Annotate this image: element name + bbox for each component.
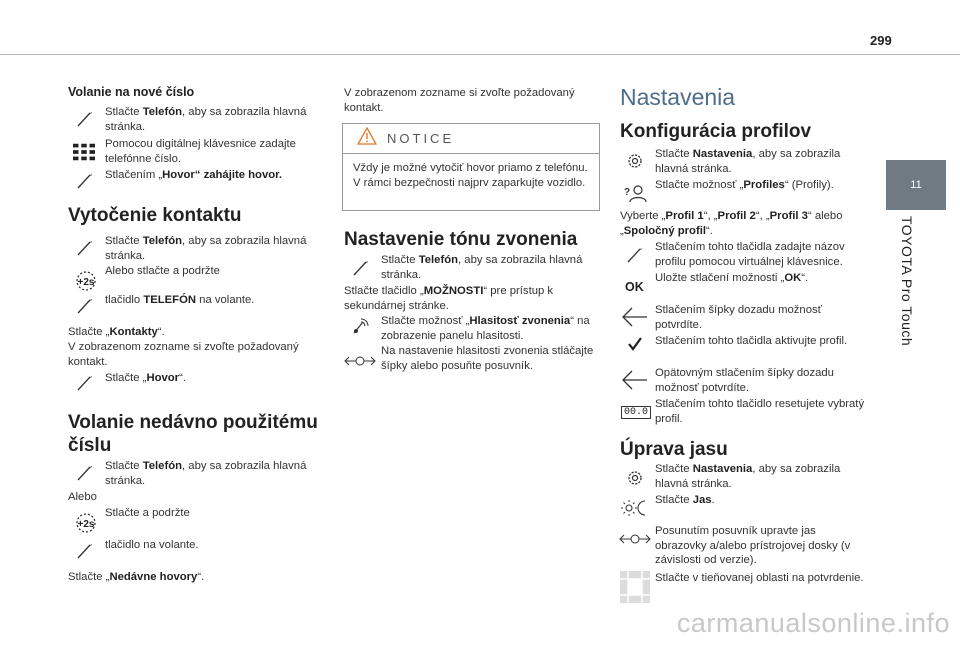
- pencil-icon: [350, 257, 372, 279]
- pencil-icon: [74, 170, 96, 192]
- slider-arrows-icon: [619, 528, 651, 550]
- slider-arrows-icon: [344, 350, 376, 372]
- step-call-2: Stlačte „Hovor“.: [105, 372, 186, 384]
- ok-icon: OK: [625, 280, 644, 294]
- notice-box: [342, 123, 600, 211]
- step-keypad: Pomocou digitálnej klávesnice zadajte telefónne číslo.: [105, 138, 296, 165]
- keypad-icon: [73, 141, 95, 163]
- step-press-phone-2: Stlačte Telefón, aby sa zobrazila hlavná stránka.: [105, 235, 307, 262]
- step-steering-button: tlačidlo na volante.: [105, 539, 199, 551]
- watermark: carmanualsonline.info: [676, 608, 950, 638]
- step-press-settings-2: Stlačte Nastavenia, aby sa zobrazila hlavná stránka.: [655, 463, 841, 490]
- page-number: 299: [870, 33, 892, 48]
- svg-text:+2s: +2s: [77, 277, 95, 288]
- chapter-number: 11: [910, 178, 922, 191]
- step-steering-phone: tlačidlo TELEFÓN na volante.: [105, 294, 255, 306]
- step-or: Alebo: [68, 491, 97, 503]
- warning-icon: [357, 127, 377, 150]
- notice-text: Vždy je možné vytočiť hovor priamo z telefónu. V rámci bezpečnosti najprv zaparkujte vozidlo.: [353, 162, 588, 189]
- step-adjust-volume: Na nastavenie hlasitosti zvonenia stláčajte šípky alebo posuňte posuvník.: [381, 345, 594, 372]
- pencil-icon: [624, 244, 646, 266]
- gear-icon: [624, 150, 646, 172]
- intro-select-contact: V zobrazenom zozname si zvoľte požadovaný kontakt.: [344, 87, 575, 114]
- step-press-phone: Stlačte Telefón, aby sa zobrazila hlavná stránka.: [105, 106, 307, 133]
- gear-icon: [624, 467, 646, 489]
- svg-text:+2s: +2s: [77, 519, 95, 530]
- section-title-ringtone: Nastavenie tónu zvonenia: [344, 229, 578, 250]
- profiles-icon: [621, 182, 649, 204]
- section-title-brightness: Úprava jasu: [620, 439, 728, 460]
- step-reset-profile: Stlačením tohto tlačidlo resetujete vybratý profil.: [655, 398, 865, 425]
- hold-2s-icon: [72, 512, 100, 534]
- step-options: Stlačte tlačidlo „MOŽNOSTI“ pre prístup k sekundárnej stránke.: [344, 285, 554, 312]
- step-or-hold: Alebo stlačte a podržte: [105, 265, 220, 277]
- section-title-recent-2: číslu: [68, 435, 112, 456]
- step-press-phone-4: Stlačte Telefón, aby sa zobrazila hlavná stránka.: [381, 254, 583, 281]
- step-back-confirm-2: Opätovným stlačením šípky dozadu možnosť potvrdíte.: [655, 367, 834, 394]
- back-arrow-icon: [621, 306, 649, 328]
- brightness-icon: [620, 497, 650, 519]
- hold-2s-icon: [72, 270, 100, 292]
- reset-icon: 00.0: [621, 406, 651, 419]
- shaded-area-icon: [620, 571, 650, 603]
- section-title-dial-contact: Vytočenie kontaktu: [68, 205, 242, 226]
- step-select-contact: V zobrazenom zozname si zvoľte požadovaný kontakt.: [68, 341, 299, 368]
- step-adjust-brightness: Posunutím posuvník upravte jas obrazovky a/alebo prístrojovej dosky (v závislosti od verzie).: [655, 525, 851, 566]
- step-call: Stlačením „Hovor“ zahájite hovor.: [105, 169, 283, 181]
- section-title-profiles: Konfigurácia profilov: [620, 121, 812, 142]
- pencil-icon: [74, 372, 96, 394]
- step-press-settings: Stlačte Nastavenia, aby sa zobrazila hlavná stránka.: [655, 148, 841, 175]
- step-activate-profile: Stlačením tohto tlačidla aktivujte profil.: [655, 335, 848, 347]
- pencil-icon: [74, 462, 96, 484]
- ringtone-icon: [350, 316, 372, 338]
- section-title-recent-1: Volanie nedávno použitému: [68, 412, 318, 433]
- notice-header: [343, 124, 599, 154]
- chapter-label: TOYOTA Pro Touch: [899, 216, 915, 347]
- svg-text:?: ?: [624, 187, 631, 198]
- step-enter-name: Stlačením tohto tlačidla zadajte názov profilu pomocou virtuálnej klávesnice.: [655, 241, 845, 268]
- step-confirm-shaded: Stlačte v tieňovanej oblasti na potvrdenie.: [655, 572, 864, 584]
- step-back-confirm: Stlačením šípky dozadu možnosť potvrdíte.: [655, 304, 822, 331]
- step-press-phone-3: Stlačte Telefón, aby sa zobrazila hlavná stránka.: [105, 460, 307, 487]
- step-hold: Stlačte a podržte: [105, 507, 190, 519]
- pencil-icon: [74, 540, 96, 562]
- step-select-profile: Vyberte „Profil 1“, „Profil 2“, „Profil 3“ alebo „Spoločný profil“.: [620, 210, 843, 237]
- pencil-icon: [74, 295, 96, 317]
- section-title-new-number: Volanie na nové číslo: [68, 85, 195, 99]
- step-recent-calls: Stlačte „Nedávne hovory“.: [68, 571, 205, 583]
- main-title-settings: Nastavenia: [620, 84, 736, 110]
- pencil-icon: [74, 108, 96, 130]
- back-arrow-icon: [621, 369, 649, 391]
- chapter-tab: [886, 160, 946, 210]
- step-press-brightness: Stlačte Jas.: [655, 494, 715, 506]
- checkmark-icon: [624, 333, 646, 355]
- step-profiles: Stlačte možnosť „Profiles“ (Profily).: [655, 179, 834, 191]
- step-contacts: Stlačte „Kontakty“.: [68, 326, 165, 338]
- notice-title: NOTICE: [387, 131, 455, 146]
- header-rule: [0, 54, 960, 55]
- step-save-ok: Uložte stlačení možnosti „OK“.: [655, 272, 809, 284]
- step-ring-volume: Stlačte možnosť „Hlasitosť zvonenia“ na zobrazenie panelu hlasitosti.: [381, 315, 590, 342]
- pencil-icon: [74, 237, 96, 259]
